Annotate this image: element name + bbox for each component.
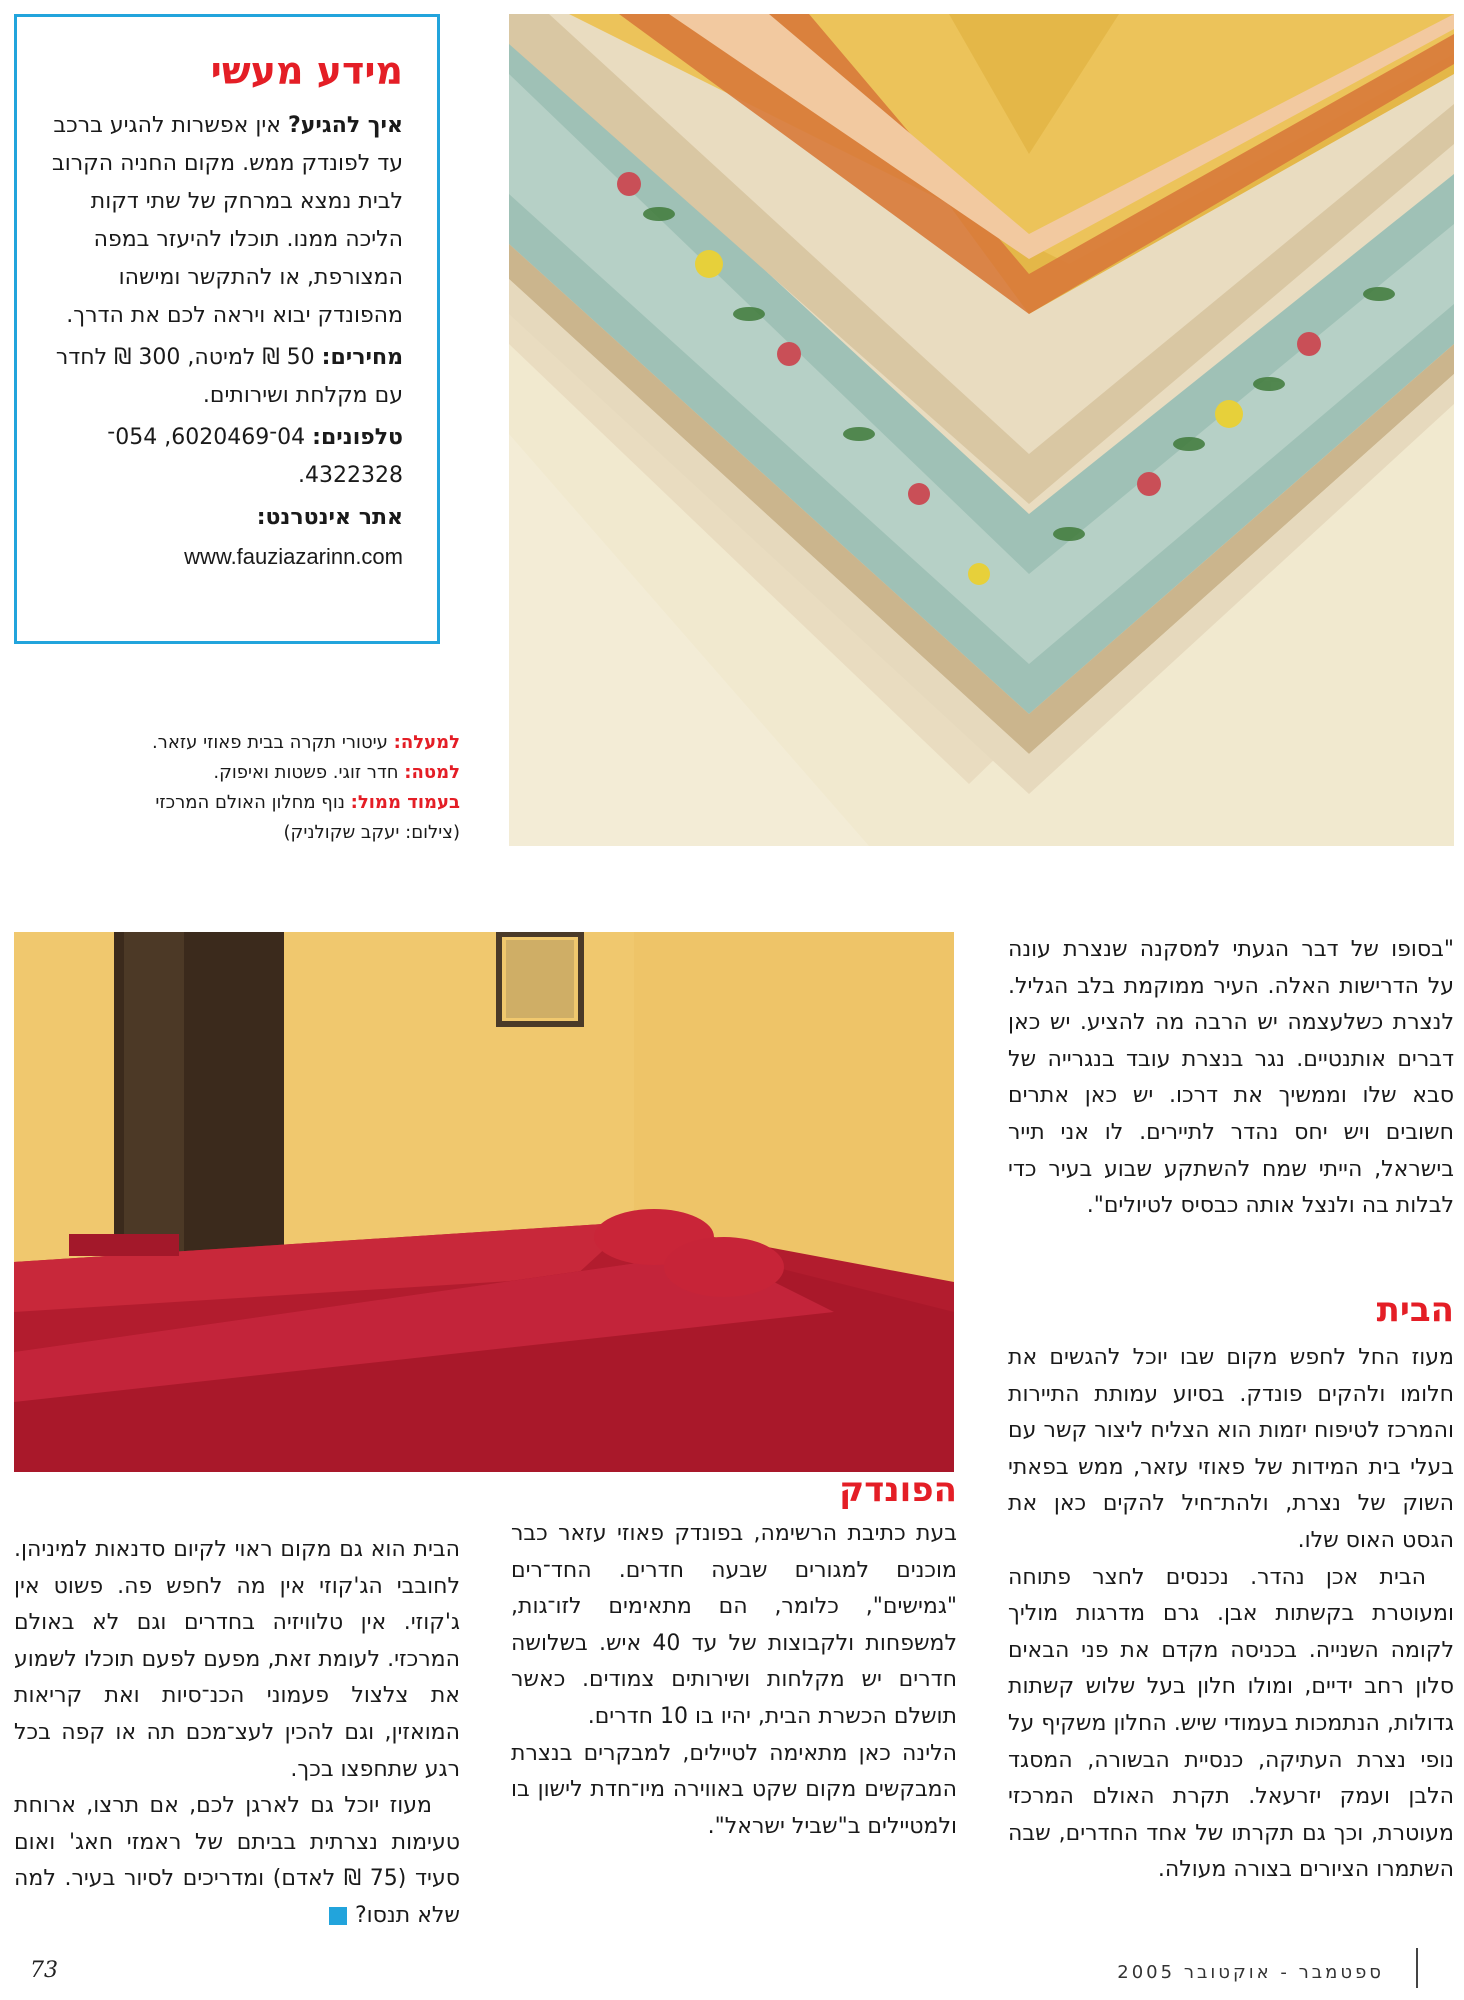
caption-down: למטה: חדר זוגי. פשטות ואיפוק. [213, 762, 460, 783]
caption-opposite: בעמוד ממול: נוף מחלון האולם המרכזי [155, 792, 460, 813]
closing-paragraph-1: הבית הוא גם מקום ראוי לקיום סדנאות למיניהן. לחובבי הג'קוזי אין מה לחפש פה. פשוט אין ג'קוזי. אין טלוויזיה בחדרים וגם לא באולם המרכזי. לעומת זאת, מפעם לפעם תוכלו לשמוע את צלצול פעמוני הכנ־סיות ואת קריאות המואזין, וגם להכין לעצ־מכם תה או קפה בכל רגע שתחפצו בכך. [14, 1537, 460, 1782]
photo-caption [20, 728, 460, 848]
end-mark-icon [329, 1907, 347, 1925]
caption-up: למעלה: עיטורי תקרה בבית פאוזי עזאר. [151, 732, 460, 753]
article-closing-section [14, 1532, 460, 1935]
website-label: אתר אינטרנט: [256, 505, 403, 530]
article-inn-section [511, 1516, 957, 1845]
phones-text: 04־6020469, 054־4322328. [107, 425, 403, 488]
how-to-text: אין אפשרות להגיע ברכב עד לפונדק ממש. מקום החניה הקרוב לבית נמצא במרחק של שתי דקות הליכה ממנו. תוכלו להיעזר במפה המצורפת, או להתקשר ומישהו מהפונדק יבוא ויראה לכם את הדרך. [52, 113, 403, 328]
room-photo [14, 932, 954, 1472]
section-heading-house: הבית [1376, 1290, 1454, 1330]
phones-label: טלפונים: [312, 425, 403, 450]
website-link[interactable]: www.fauziazarinn.com [184, 544, 403, 569]
house-paragraph-2: הבית אכן נהדר. נכנסים לחצר פתוחה ומעוטרת בקשתות אבן. גרם מדרגות מוליך לקומה השנייה. בכניסה מקדם את פני הבאים סלון רחב ידיים, ומולו חלון בעל שלוש קשתות גדולות, הנתמכות בעמודי שיש. החלון משקיף על נופי נצרת העתיקה, כנסיית הבשורה, המסגד הלבן ועמק יזרעאל. תקרת האולם המרכזי מעוטרת, וכך גם תקרתו של אחד החדרים, שבה השתמרו הציורים בצורה מעולה. [1008, 1564, 1454, 1883]
practical-info-box [14, 14, 440, 644]
info-box-title: מידע מעשי [210, 49, 403, 93]
footer-divider [1416, 1948, 1418, 1988]
phones [45, 419, 403, 495]
ceiling-photo [509, 14, 1454, 846]
how-to-label: איך להגיע? [287, 113, 403, 138]
closing-paragraph-2: מעוז יוכל גם לארגן לכם, אם תרצו, ארוחת טעימות נצרתית בביתם של ראמזי חאג' ואום סעיד (75 ₪ לאדם) ומדריכים לסיור בעיר. למה שלא תנסו? [14, 1793, 460, 1928]
inn-paragraph-2: הלינה כאן מתאימה לטיילים, למבקרים בנצרת המבקשים מקום שקט באווירה מיו־חדת לישון בו ולמטיילים ב"שביל ישראל". [511, 1740, 957, 1839]
inn-paragraph-1: בעת כתיבת הרשימה, בפונדק פאוזי עזאר כבר מוכנים למגורים שבעה חדרים. החד־רים "גמישים", כלומר, הם מתאימים לזו־גות, למשפחות ולקבוצות של עד 40 איש. בשלושה חדרים יש מקלחות ושירותים צמודים. כאשר תושלם הכשרת הבית, יהיו בו 10 חדרים. [511, 1521, 957, 1729]
prices [45, 339, 403, 415]
prices-text: 50 ₪ למיטה, 300 ₪ לחדר עם מקלחת ושירותים. [55, 345, 403, 408]
page-number: 73 [30, 1958, 58, 1983]
section-heading-inn: הפונדק [839, 1470, 957, 1510]
prices-label: מחירים: [321, 345, 403, 370]
issue-date: ספטמבר - אוקטובר 2005 [1117, 1962, 1384, 1983]
article-house-section [1008, 1340, 1454, 1889]
article-quote-paragraph: "בסופו של דבר הגעתי למסקנה שנצרת עונה על הדרישות האלה. העיר ממוקמת בלב הגליל. לנצרת כשלעצמה יש הרבה מה להציע. יש כאן דברים אותנטיים. נגר בנצרת עובד בנגרייה של סבא שלו וממשיך את דרכו. יש כאן אתרים חשובים ויש יחס נהדר לתיירים. לו אני תייר בישראל, הייתי שמח להשתקע שבוע בעיר כדי לבלות בה ולנצל אותה כבסיס לטיולים". [1008, 937, 1454, 1219]
house-paragraph-1: מעוז החל לחפש מקום שבו יוכל להגשים את חלומו ולהקים פונדק. בסיוע עמותת התיירות והמרכז לטיפוח יזמות הוא הצליח ליצור קשר עם בעלי בית המידות של פאוזי עזאר, ממש בפאתי השוק של נצרת, ולהת־חיל להקים כאן את הגסט האוס שלו. [1008, 1345, 1454, 1553]
how-to-arrive [45, 107, 403, 335]
photo-credit: (צילום: יעקב שקולניק) [283, 822, 460, 843]
